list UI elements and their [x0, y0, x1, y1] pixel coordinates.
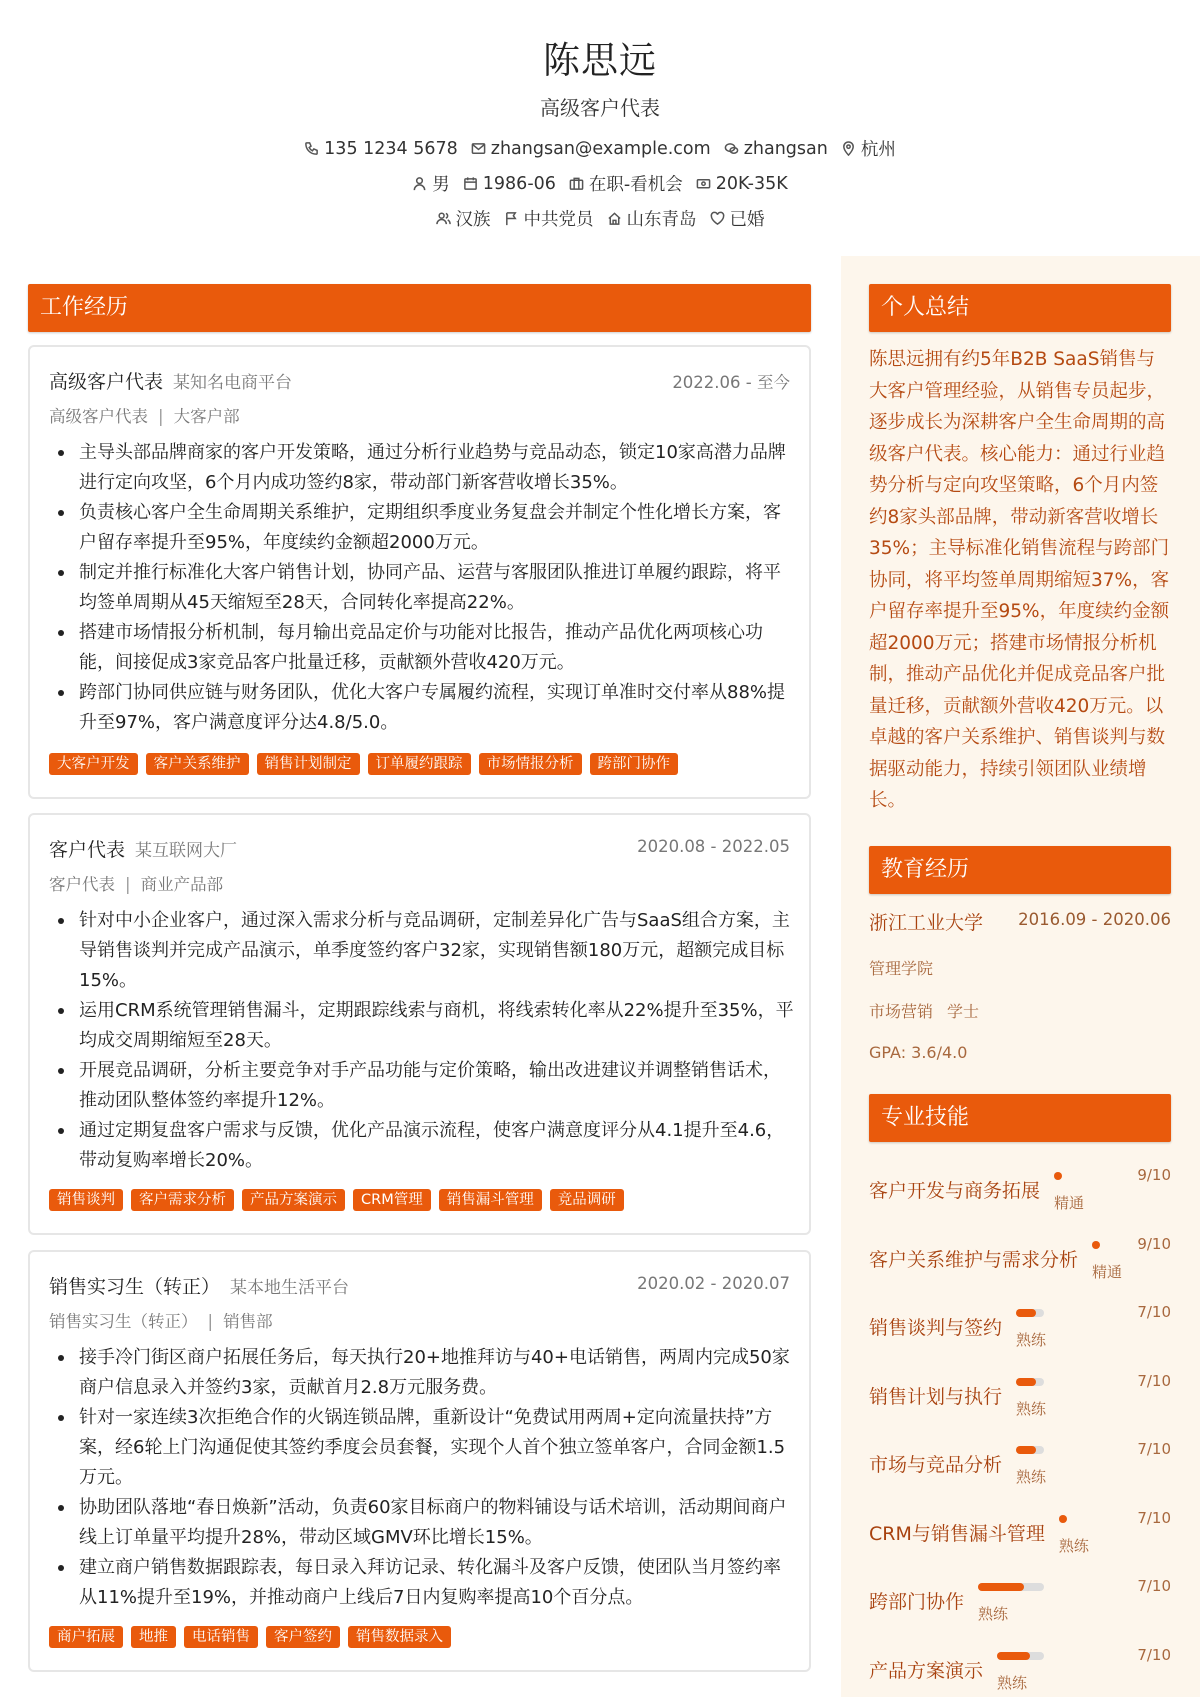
summary-text: 陈思远拥有约5年B2B SaaS销售与大客户管理经验，从销售专员起步，逐步成长为深耕客户全生命周期的高级客户代表。核心能力：通过行业趋势分析与定向攻坚策略，6个月内签约8家头部品牌，带动新客营收增长35%；主导标准化销售流程与跨部门协同，将平均签单周期缩短37%，客户留存率提升至95%，年度续约金额超2000万元；搭建市场情报分析机制，推动产品优化并促成竞品客户批量迁移，贡献额外营收420万元。以卓越的客户关系维护、销售谈判与数据驱动能力，持续引领团队业绩增长。	[869, 349, 1170, 811]
skill-bar-fill	[1016, 1446, 1036, 1454]
position-text: 客户代表	[49, 875, 115, 894]
job-title	[49, 1272, 349, 1299]
location-icon	[841, 141, 856, 156]
email-item[interactable]	[471, 136, 711, 161]
skill-level: 熟练	[997, 1673, 1028, 1692]
politics-text: 中共党员	[523, 210, 594, 230]
phone-text: 135 1234 5678	[324, 138, 458, 159]
major-text: 市场营销	[869, 1002, 934, 1021]
calendar-icon	[463, 176, 478, 191]
bullet-item: 通过定期复盘客户需求与反馈，优化产品演示流程，使客户满意度评分从4.1提升至4.6，带动复购率增长20%。	[49, 1116, 794, 1176]
job-position-dept	[49, 1308, 273, 1332]
skill-tag: 大客户开发	[49, 753, 138, 775]
bullet-item: 搭建市场情报分析机制，每月输出竞品定价与功能对比报告，推动产品优化两项核心功能，间接促成3家竞品客户批量迁移，贡献额外营收420万元。	[49, 618, 794, 678]
skill-tag: 竞品调研	[550, 1189, 624, 1211]
job-position-dept	[49, 871, 223, 895]
wechat-item[interactable]	[724, 136, 828, 161]
skill-score: 9/10	[1137, 1166, 1171, 1184]
job-date: 2022.06 - 至今	[672, 373, 790, 392]
skill-tag: CRM管理	[353, 1189, 431, 1211]
job-date: 2020.02 - 2020.07	[637, 1274, 790, 1293]
heart-icon	[710, 211, 725, 226]
job-bullets	[49, 438, 794, 738]
bullet-item: 跨部门协同供应链与财务团队，优化大客户专属履约流程，实现订单准时交付率从88%提升至97%，客户满意度评分达4.8/5.0。	[49, 678, 794, 738]
dept-text: 销售部	[223, 1312, 273, 1331]
skill-score: 7/10	[1137, 1645, 1171, 1664]
personal-info-row	[0, 206, 1200, 231]
skill-tag: 销售数据录入	[348, 1626, 451, 1648]
skill-tag: 客户关系维护	[146, 753, 249, 775]
ethnicity-item	[436, 206, 491, 231]
birth-item	[463, 171, 556, 196]
wechat-text: zhangsan	[743, 138, 828, 159]
job-position-dept	[49, 403, 240, 427]
bullet-item: 负责核心客户全生命周期关系维护，定期组织季度业务复盘会并制定个性化增长方案，客户留存率提升至95%，年度续约金额超2000万元。	[49, 498, 794, 558]
skill-name: 产品方案演示	[869, 1659, 984, 1682]
skill-tag: 商户拓展	[49, 1626, 123, 1648]
skill-tag: 客户需求分析	[131, 1189, 234, 1211]
bullet-item: 接手冷门街区商户拓展任务后，每天执行20+地推拜访与40+电话销售，两周内完成50家商户信息录入并签约3家，贡献首月2.8万元服务费。	[49, 1343, 794, 1403]
ethnicity-text: 汉族	[455, 210, 491, 230]
users-icon	[436, 211, 451, 226]
work-card-3	[28, 1250, 811, 1672]
job-bullets	[49, 1343, 794, 1613]
skill-level: 熟练	[1058, 1536, 1089, 1555]
work-section-title: 工作经历	[28, 284, 811, 332]
skill-score: 7/10	[1137, 1371, 1171, 1390]
hometown-item	[607, 206, 697, 231]
skill-bar-track	[978, 1583, 1044, 1591]
skill-score: 9/10	[1137, 1234, 1171, 1253]
skill-tag: 订单履约跟踪	[368, 753, 471, 775]
skill-level: 熟练	[1016, 1331, 1047, 1349]
gpa-text: GPA: 3.6/4.0	[869, 1043, 968, 1062]
city-text: 杭州	[860, 140, 896, 160]
company-name: 某互联网大厂	[135, 841, 238, 861]
college-name: 管理学院	[869, 959, 934, 978]
skill-level: 精通	[1054, 1194, 1085, 1212]
work-card-2	[28, 813, 811, 1235]
school-name: 浙江工业大学	[869, 912, 984, 934]
status-text: 在职-看机会	[588, 175, 683, 195]
skill-level: 精通	[1092, 1262, 1123, 1281]
skill-bar-track	[1016, 1446, 1044, 1454]
bullet-item: 针对一家连续3次拒绝合作的火锅连锁品牌，重新设计“免费试用两周+定向流量扶持”方案，经6轮上门沟通促使其签约季度会员套餐，实现个人首个独立签单客户，合同金额1.5万元。	[49, 1403, 794, 1493]
money-icon	[696, 176, 711, 191]
politics-item	[504, 206, 594, 231]
skill-score: 7/10	[1137, 1508, 1171, 1527]
skill-bar-track	[1054, 1172, 1060, 1180]
separator: |	[158, 407, 164, 426]
birth-text: 1986-06	[482, 173, 556, 194]
salary-item	[696, 171, 788, 196]
job-title-text: 高级客户代表	[49, 371, 164, 393]
skill-tags	[49, 1626, 451, 1648]
skill-tag: 市场情报分析	[479, 753, 582, 775]
skill-name: 客户开发与商务拓展	[869, 1180, 1041, 1202]
wechat-icon	[724, 141, 739, 156]
candidate-name: 陈思远	[543, 39, 657, 82]
contact-row	[0, 136, 1200, 161]
skill-tag: 销售漏斗管理	[439, 1189, 542, 1211]
bullet-item: 针对中小企业客户，通过深入需求分析与竞品调研，定制差异化广告与SaaS组合方案，主导销售谈判并完成产品演示，单季度签约客户32家，实现销售额180万元，超额完成目标15%。	[49, 906, 794, 996]
skill-tag: 产品方案演示	[242, 1189, 345, 1211]
education-section-title: 教育经历	[869, 846, 1171, 894]
education-date: 2016.09 - 2020.06	[1018, 910, 1171, 929]
skill-tag: 地推	[131, 1626, 176, 1648]
basic-info-row	[0, 171, 1200, 196]
skill-score: 7/10	[1137, 1577, 1171, 1595]
separator: |	[207, 1312, 214, 1331]
skill-bar-track	[1016, 1309, 1044, 1317]
company-name: 某本地生活平台	[230, 1278, 350, 1298]
job-title	[49, 835, 237, 862]
skill-tags	[49, 1189, 624, 1211]
skill-name: CRM与销售漏斗管理	[869, 1522, 1045, 1545]
dept-text: 大客户部	[173, 407, 240, 426]
job-title	[49, 367, 292, 394]
salary-text: 20K-35K	[715, 173, 788, 194]
skill-bar-track	[1092, 1241, 1098, 1249]
skill-level: 熟练	[978, 1605, 1009, 1623]
status-item	[569, 171, 683, 196]
skill-score: 7/10	[1137, 1303, 1171, 1321]
skills-section-title: 专业技能	[869, 1094, 1171, 1142]
work-card-1	[28, 345, 811, 799]
job-title-text: 销售实习生（转正）	[49, 1276, 221, 1298]
job-date: 2020.08 - 2022.05	[637, 837, 790, 856]
bullet-item: 制定并推行标准化大客户销售计划，协同产品、运营与客服团队推进订单履约跟踪，将平均签单周期从45天缩短至28天，合同转化率提高22%。	[49, 558, 794, 618]
bullet-item: 主导头部品牌商家的客户开发策略，通过分析行业趋势与竞品动态，锁定10家高潜力品牌进行定向攻坚，6个月内成功签约8家，带动部门新客营收增长35%。	[49, 438, 794, 498]
skill-name: 市场与竞品分析	[869, 1454, 1003, 1476]
skill-name: 销售计划与执行	[869, 1385, 1003, 1408]
bullet-item: 开展竞品调研，分析主要竞争对手产品功能与定价策略，输出改进建议并调整销售话术，推动团队整体签约率提升12%。	[49, 1056, 794, 1116]
skill-name: 跨部门协作	[869, 1591, 965, 1613]
mail-icon	[471, 141, 486, 156]
skill-name: 客户关系维护与需求分析	[869, 1248, 1079, 1271]
skill-tag: 跨部门协作	[590, 753, 679, 775]
separator: |	[125, 875, 131, 894]
user-icon	[412, 176, 427, 191]
city-item	[841, 136, 896, 161]
flag-icon	[504, 211, 519, 226]
skill-bar-fill	[1059, 1515, 1067, 1523]
skill-tag: 电话销售	[184, 1626, 258, 1648]
skill-name: 销售谈判与签约	[869, 1317, 1003, 1339]
summary-section-title: 个人总结	[869, 284, 1171, 332]
hometown-text: 山东青岛	[626, 210, 697, 230]
skill-tag: 销售谈判	[49, 1189, 123, 1211]
gender-text: 男	[432, 175, 450, 195]
skill-bar-track	[1059, 1515, 1065, 1523]
email-text: zhangsan@example.com	[490, 138, 711, 159]
job-title-text: 客户代表	[49, 839, 126, 861]
work-experience-column	[28, 284, 811, 1645]
marital-text: 已婚	[729, 210, 765, 230]
skill-bar-fill	[1054, 1172, 1062, 1180]
candidate-title: 高级客户代表	[540, 96, 660, 120]
skill-bar-fill	[1092, 1241, 1100, 1249]
skill-tag: 销售计划制定	[257, 753, 360, 775]
skill-bar-fill	[1016, 1378, 1036, 1386]
sidebar	[841, 256, 1200, 1697]
skill-bar-track	[997, 1652, 1044, 1660]
position-text: 高级客户代表	[49, 407, 148, 426]
position-text: 销售实习生（转正）	[49, 1312, 198, 1331]
skill-bar-fill	[1016, 1309, 1036, 1317]
major-degree	[869, 999, 979, 1022]
briefcase-icon	[569, 176, 584, 191]
bullet-item: 建立商户销售数据跟踪表，每日录入拜访记录、转化漏斗及客户反馈，使团队当月签约率从11%提升至19%，并推动商户上线后7日内复购率提高10个百分点。	[49, 1553, 794, 1613]
phone-icon	[304, 141, 319, 156]
resume-header	[0, 0, 1200, 256]
skill-tag: 客户签约	[266, 1626, 340, 1648]
skill-bar-fill	[978, 1583, 1024, 1591]
skill-bar-fill	[997, 1652, 1030, 1660]
job-bullets	[49, 906, 794, 1176]
skill-level: 熟练	[1016, 1399, 1047, 1418]
home-icon	[607, 211, 622, 226]
bullet-item: 运用CRM系统管理销售漏斗，定期跟踪线索与商机，将线索转化率从22%提升至35%，平均成交周期缩短至28天。	[49, 996, 794, 1056]
gender-item	[412, 171, 450, 196]
phone-item[interactable]	[304, 136, 458, 161]
skill-score: 7/10	[1137, 1440, 1171, 1458]
skill-bar-track	[1016, 1378, 1044, 1386]
degree-text: 学士	[947, 1002, 980, 1021]
skill-tags	[49, 753, 678, 775]
bullet-item: 协助团队落地“春日焕新”活动，负责60家目标商户的物料铺设与话术培训，活动期间商户线上订单量平均提升28%，带动区域GMV环比增长15%。	[49, 1493, 794, 1553]
skill-level: 熟练	[1016, 1468, 1047, 1486]
company-name: 某知名电商平台	[173, 373, 293, 393]
dept-text: 商业产品部	[140, 875, 224, 894]
marital-item	[710, 206, 765, 231]
